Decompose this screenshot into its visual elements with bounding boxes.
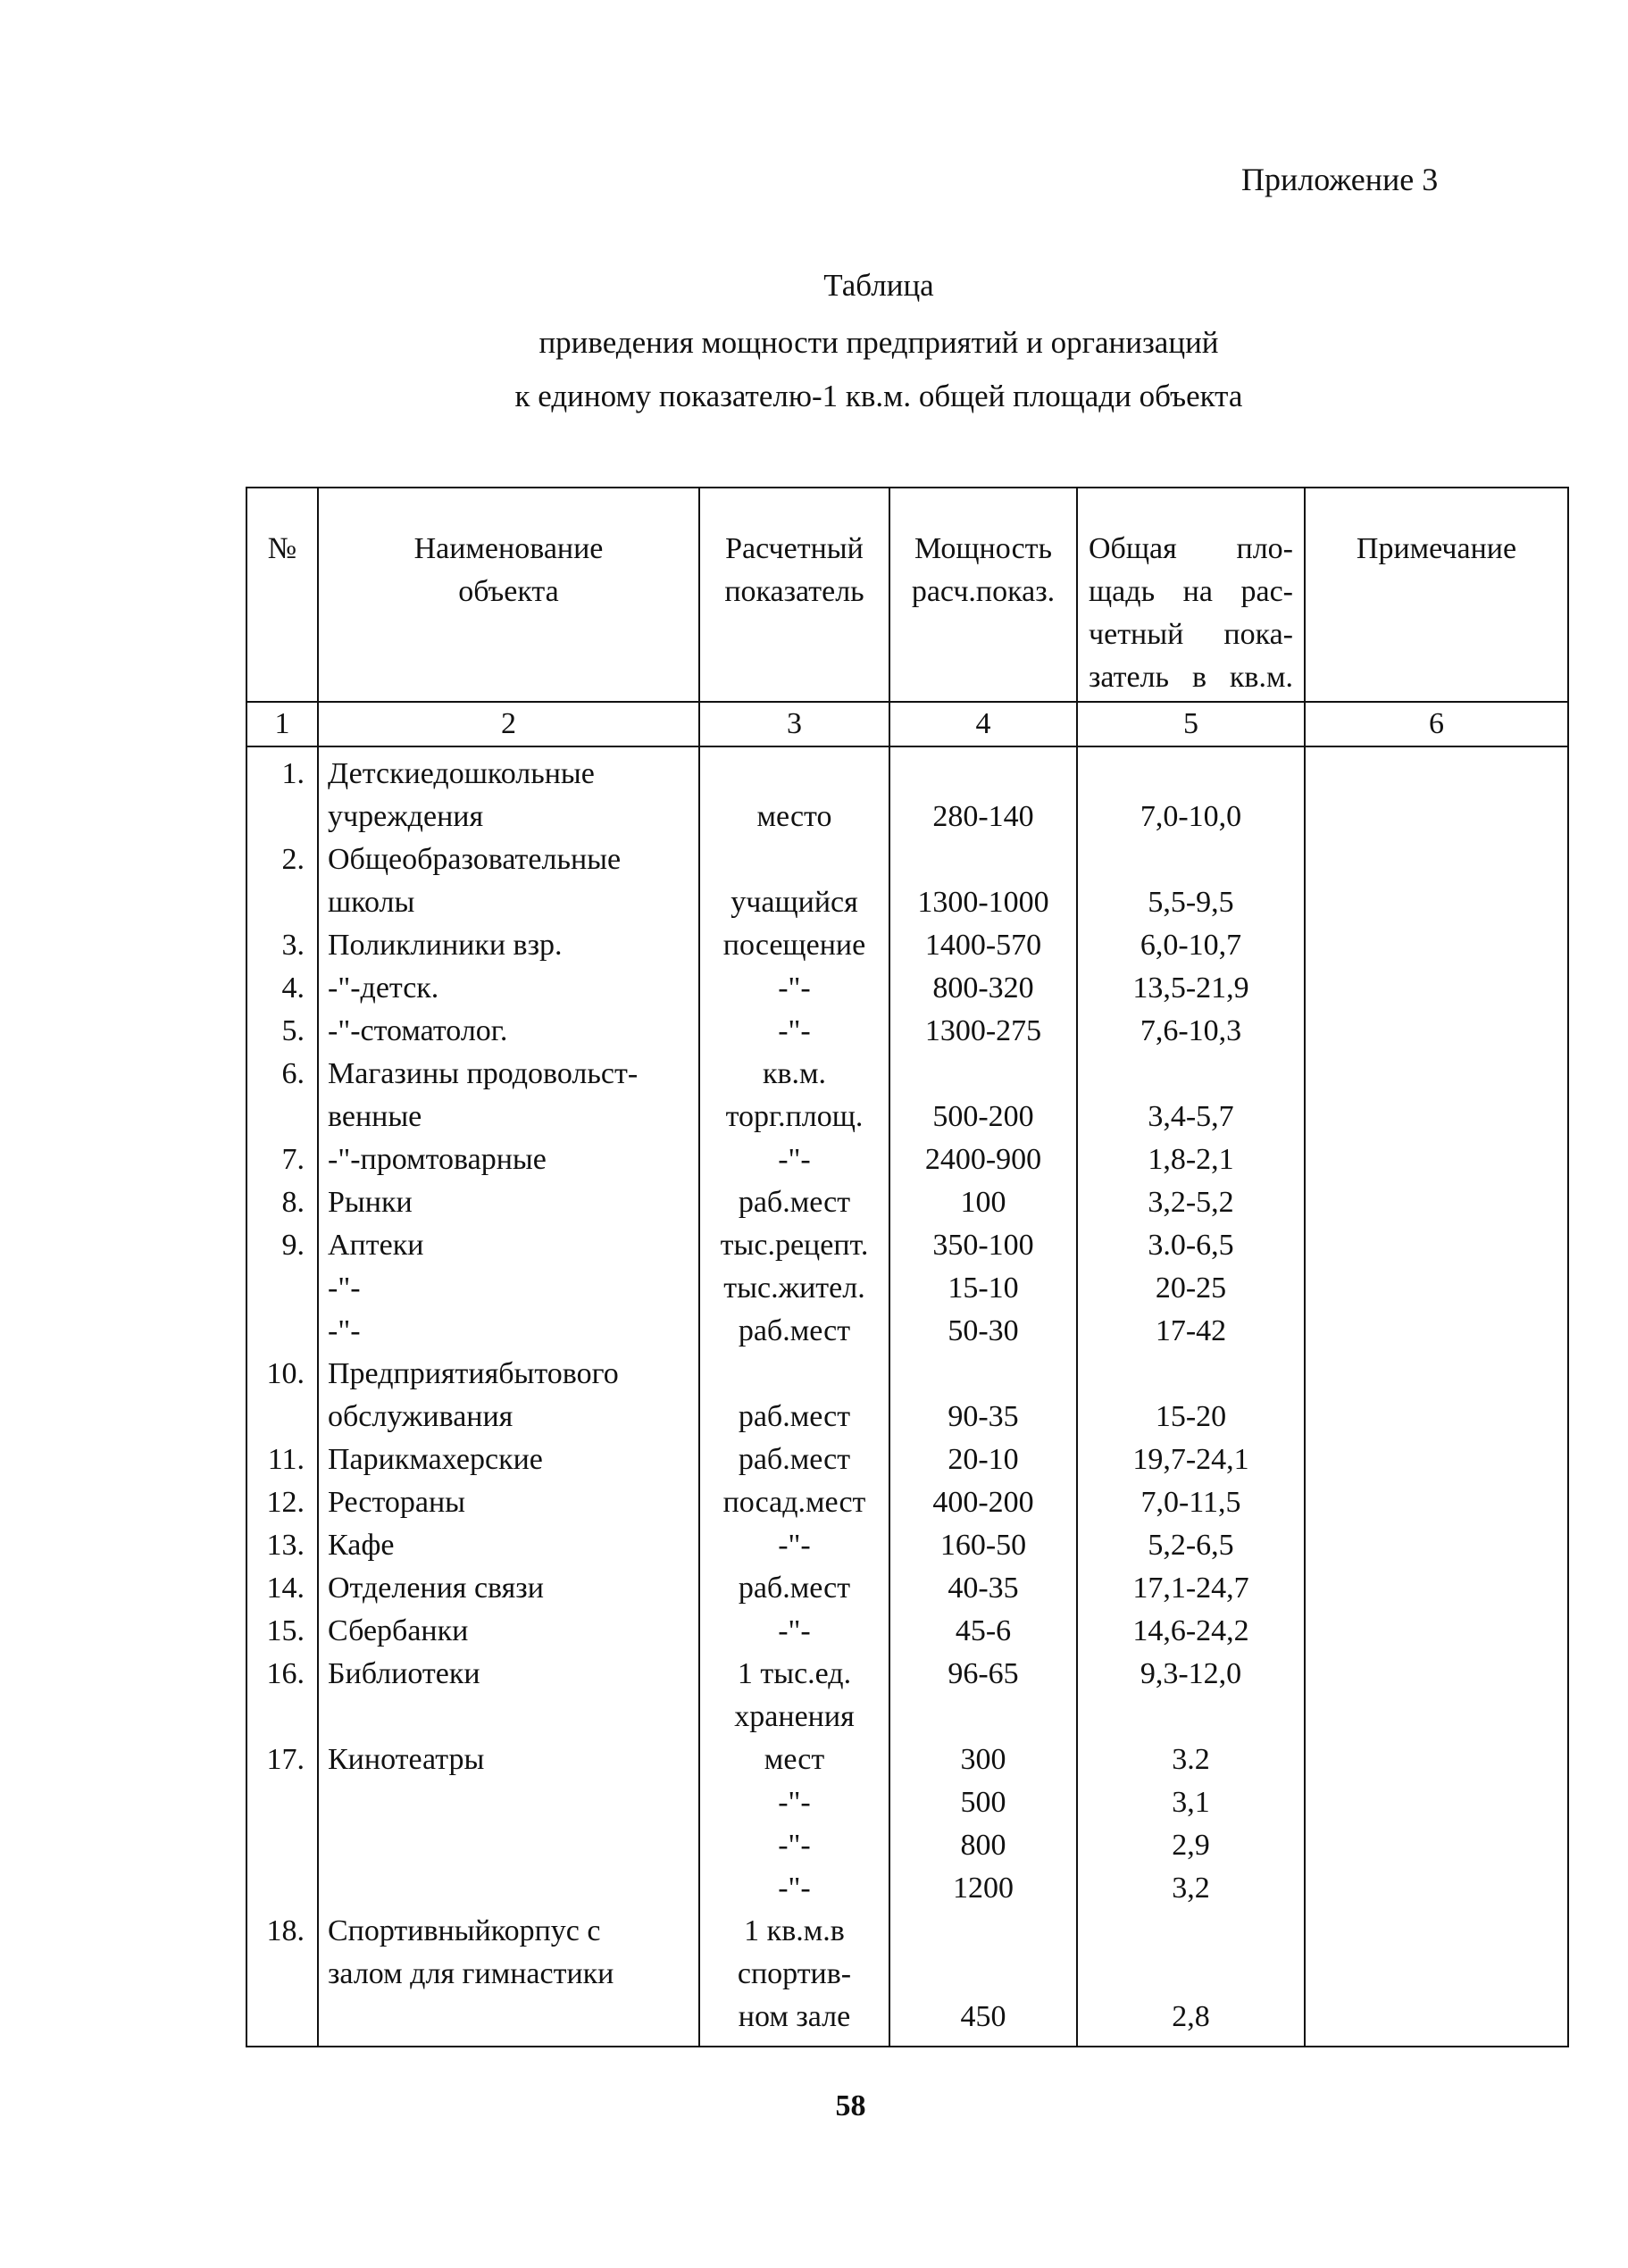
column-number: 3 bbox=[699, 702, 889, 746]
unit-cell: тыс.рецепт. bbox=[699, 1224, 889, 1267]
row-number: 1. bbox=[246, 746, 318, 838]
table-subtitle-line1: приведения мощности предприятий и организаций bbox=[538, 325, 1219, 360]
capacity-table bbox=[246, 487, 1569, 2047]
object-name: Рестораны bbox=[318, 1481, 699, 1524]
column-number: 2 bbox=[318, 702, 699, 746]
table-row bbox=[246, 1739, 1568, 1781]
header-capacity: Мощность расч.показ. bbox=[889, 488, 1077, 702]
area-cell: 7,6-10,3 bbox=[1077, 1010, 1305, 1053]
note-cell bbox=[1305, 1353, 1568, 1438]
row-number: 15. bbox=[246, 1610, 318, 1653]
object-name: Спортивныйкорпус с залом для гимнастики bbox=[318, 1910, 699, 2047]
capacity-cell: 100 bbox=[889, 1181, 1077, 1224]
object-name: -"- bbox=[318, 1267, 699, 1310]
row-number: 11. bbox=[246, 1438, 318, 1481]
unit-cell: 1 кв.м.в спортив- ном зале bbox=[699, 1910, 889, 2047]
area-cell: 3,1 bbox=[1077, 1781, 1305, 1824]
capacity-cell: 96-65 bbox=[889, 1653, 1077, 1739]
row-number: 6. bbox=[246, 1053, 318, 1138]
note-cell bbox=[1305, 1653, 1568, 1739]
table-row bbox=[246, 746, 1568, 838]
row-number: 2. bbox=[246, 838, 318, 924]
capacity-cell: 160-50 bbox=[889, 1524, 1077, 1567]
capacity-cell: 350-100 bbox=[889, 1224, 1077, 1267]
area-cell: 1,8-2,1 bbox=[1077, 1138, 1305, 1181]
capacity-cell: 500-200 bbox=[889, 1053, 1077, 1138]
unit-cell: -"- bbox=[699, 1824, 889, 1867]
area-cell: 2,9 bbox=[1077, 1824, 1305, 1867]
object-name: Предприятиябытового обслуживания bbox=[318, 1353, 699, 1438]
object-name: Отделения связи bbox=[318, 1567, 699, 1610]
table-row bbox=[246, 1138, 1568, 1181]
object-name: Общеобразовательные школы bbox=[318, 838, 699, 924]
table-row bbox=[246, 924, 1568, 967]
header-name: Наименование объекта bbox=[318, 488, 699, 702]
note-cell bbox=[1305, 1824, 1568, 1867]
area-cell: 3,2 bbox=[1077, 1867, 1305, 1910]
note-cell bbox=[1305, 1567, 1568, 1610]
capacity-cell: 450 bbox=[889, 1910, 1077, 2047]
capacity-cell: 45-6 bbox=[889, 1610, 1077, 1653]
unit-cell: -"- bbox=[699, 1010, 889, 1053]
object-name: -"-промтоварные bbox=[318, 1138, 699, 1181]
capacity-cell: 280-140 bbox=[889, 746, 1077, 838]
object-name: -"-стоматолог. bbox=[318, 1010, 699, 1053]
row-number: 17. bbox=[246, 1739, 318, 1781]
area-cell: 3,2-5,2 bbox=[1077, 1181, 1305, 1224]
area-cell: 17-42 bbox=[1077, 1310, 1305, 1353]
table-subtitle-line2: к единому показателю-1 кв.м. общей площади объекта bbox=[514, 379, 1243, 413]
note-cell bbox=[1305, 1053, 1568, 1138]
table-row bbox=[246, 1267, 1568, 1310]
note-cell bbox=[1305, 1181, 1568, 1224]
note-cell bbox=[1305, 838, 1568, 924]
capacity-cell: 15-10 bbox=[889, 1267, 1077, 1310]
header-area: Общая пло- щадь на рас- четный пока- затель в кв.м. bbox=[1077, 488, 1305, 702]
table-title: Таблица bbox=[823, 268, 934, 303]
area-cell: 9,3-12,0 bbox=[1077, 1653, 1305, 1739]
header-note: Примечание bbox=[1305, 488, 1568, 702]
object-name: Кинотеатры bbox=[318, 1739, 699, 1781]
table-row bbox=[246, 1181, 1568, 1224]
row-number: 13. bbox=[246, 1524, 318, 1567]
table-row bbox=[246, 1224, 1568, 1267]
row-number: 14. bbox=[246, 1567, 318, 1610]
header-unit: Расчетный показатель bbox=[699, 488, 889, 702]
object-name: -"-детск. bbox=[318, 967, 699, 1010]
capacity-cell: 1200 bbox=[889, 1867, 1077, 1910]
row-number bbox=[246, 1267, 318, 1310]
table-row bbox=[246, 838, 1568, 924]
area-cell: 20-25 bbox=[1077, 1267, 1305, 1310]
area-cell: 7,0-11,5 bbox=[1077, 1481, 1305, 1524]
row-number: 7. bbox=[246, 1138, 318, 1181]
object-name: Библиотеки bbox=[318, 1653, 699, 1739]
capacity-cell: 50-30 bbox=[889, 1310, 1077, 1353]
area-cell: 2,8 bbox=[1077, 1910, 1305, 2047]
unit-cell: -"- bbox=[699, 1867, 889, 1910]
note-cell bbox=[1305, 924, 1568, 967]
note-cell bbox=[1305, 1438, 1568, 1481]
note-cell bbox=[1305, 1910, 1568, 2047]
row-number bbox=[246, 1867, 318, 1910]
capacity-cell: 300 bbox=[889, 1739, 1077, 1781]
note-cell bbox=[1305, 1267, 1568, 1310]
note-cell bbox=[1305, 1224, 1568, 1267]
object-name: Аптеки bbox=[318, 1224, 699, 1267]
capacity-cell: 1300-1000 bbox=[889, 838, 1077, 924]
area-cell: 17,1-24,7 bbox=[1077, 1567, 1305, 1610]
capacity-cell: 20-10 bbox=[889, 1438, 1077, 1481]
object-name: Сбербанки bbox=[318, 1610, 699, 1653]
area-cell: 3,4-5,7 bbox=[1077, 1053, 1305, 1138]
area-cell: 5,2-6,5 bbox=[1077, 1524, 1305, 1567]
table-row bbox=[246, 1610, 1568, 1653]
capacity-cell: 500 bbox=[889, 1781, 1077, 1824]
unit-cell: -"- bbox=[699, 1610, 889, 1653]
unit-cell: тыс.жител. bbox=[699, 1267, 889, 1310]
table-row bbox=[246, 967, 1568, 1010]
column-numbers-row bbox=[246, 702, 1568, 746]
row-number: 8. bbox=[246, 1181, 318, 1224]
object-name: Парикмахерские bbox=[318, 1438, 699, 1481]
unit-cell: раб.мест bbox=[699, 1438, 889, 1481]
object-name bbox=[318, 1867, 699, 1910]
note-cell bbox=[1305, 1010, 1568, 1053]
object-name: Магазины продовольст- венные bbox=[318, 1053, 699, 1138]
row-number: 16. bbox=[246, 1653, 318, 1739]
table-row bbox=[246, 1567, 1568, 1610]
row-number bbox=[246, 1824, 318, 1867]
note-cell bbox=[1305, 1138, 1568, 1181]
table-row bbox=[246, 1353, 1568, 1438]
unit-cell: -"- bbox=[699, 1524, 889, 1567]
note-cell bbox=[1305, 1524, 1568, 1567]
area-cell: 14,6-24,2 bbox=[1077, 1610, 1305, 1653]
object-name: -"- bbox=[318, 1310, 699, 1353]
capacity-cell: 2400-900 bbox=[889, 1138, 1077, 1181]
capacity-cell: 800-320 bbox=[889, 967, 1077, 1010]
page-number: 58 bbox=[835, 2089, 866, 2122]
table-row bbox=[246, 1053, 1568, 1138]
area-cell: 3.0-6,5 bbox=[1077, 1224, 1305, 1267]
unit-cell: раб.мест bbox=[699, 1567, 889, 1610]
capacity-cell: 800 bbox=[889, 1824, 1077, 1867]
appendix-label: Приложение 3 bbox=[1241, 162, 1439, 197]
row-number: 3. bbox=[246, 924, 318, 967]
unit-cell: кв.м. торг.площ. bbox=[699, 1053, 889, 1138]
note-cell bbox=[1305, 746, 1568, 838]
area-cell: 13,5-21,9 bbox=[1077, 967, 1305, 1010]
note-cell bbox=[1305, 967, 1568, 1010]
row-number: 9. bbox=[246, 1224, 318, 1267]
object-name: Детскиедошкольные учреждения bbox=[318, 746, 699, 838]
table-row bbox=[246, 1524, 1568, 1567]
table-row bbox=[246, 1824, 1568, 1867]
area-cell: 19,7-24,1 bbox=[1077, 1438, 1305, 1481]
area-cell: 7,0-10,0 bbox=[1077, 746, 1305, 838]
table-row bbox=[246, 1867, 1568, 1910]
capacity-cell: 1300-275 bbox=[889, 1010, 1077, 1053]
table-row bbox=[246, 1781, 1568, 1824]
object-name: Кафе bbox=[318, 1524, 699, 1567]
unit-cell: учащийся bbox=[699, 838, 889, 924]
header-row bbox=[246, 488, 1568, 702]
column-number: 1 bbox=[246, 702, 318, 746]
unit-cell: раб.мест bbox=[699, 1310, 889, 1353]
area-cell: 6,0-10,7 bbox=[1077, 924, 1305, 967]
row-number: 4. bbox=[246, 967, 318, 1010]
capacity-cell: 90-35 bbox=[889, 1353, 1077, 1438]
object-name: Рынки bbox=[318, 1181, 699, 1224]
unit-cell: 1 тыс.ед. хранения bbox=[699, 1653, 889, 1739]
capacity-cell: 1400-570 bbox=[889, 924, 1077, 967]
capacity-cell: 400-200 bbox=[889, 1481, 1077, 1524]
note-cell bbox=[1305, 1310, 1568, 1353]
object-name: Поликлиники взр. bbox=[318, 924, 699, 967]
area-cell: 15-20 bbox=[1077, 1353, 1305, 1438]
row-number bbox=[246, 1781, 318, 1824]
unit-cell: раб.мест bbox=[699, 1353, 889, 1438]
row-number: 18. bbox=[246, 1910, 318, 2047]
row-number: 10. bbox=[246, 1353, 318, 1438]
column-number: 6 bbox=[1305, 702, 1568, 746]
note-cell bbox=[1305, 1610, 1568, 1653]
unit-cell: мест bbox=[699, 1739, 889, 1781]
row-number: 12. bbox=[246, 1481, 318, 1524]
object-name bbox=[318, 1781, 699, 1824]
object-name bbox=[318, 1824, 699, 1867]
table-row bbox=[246, 1481, 1568, 1524]
column-number: 5 bbox=[1077, 702, 1305, 746]
unit-cell: раб.мест bbox=[699, 1181, 889, 1224]
unit-cell: -"- bbox=[699, 1781, 889, 1824]
table-row bbox=[246, 1910, 1568, 2047]
header-no: № bbox=[246, 488, 318, 702]
note-cell bbox=[1305, 1867, 1568, 1910]
unit-cell: -"- bbox=[699, 1138, 889, 1181]
area-cell: 3.2 bbox=[1077, 1739, 1305, 1781]
unit-cell: -"- bbox=[699, 967, 889, 1010]
table-row bbox=[246, 1653, 1568, 1739]
unit-cell: место bbox=[699, 746, 889, 838]
table-row bbox=[246, 1010, 1568, 1053]
area-cell: 5,5-9,5 bbox=[1077, 838, 1305, 924]
capacity-cell: 40-35 bbox=[889, 1567, 1077, 1610]
note-cell bbox=[1305, 1481, 1568, 1524]
table-row bbox=[246, 1310, 1568, 1353]
note-cell bbox=[1305, 1739, 1568, 1781]
row-number: 5. bbox=[246, 1010, 318, 1053]
unit-cell: посещение bbox=[699, 924, 889, 967]
column-number: 4 bbox=[889, 702, 1077, 746]
row-number bbox=[246, 1310, 318, 1353]
unit-cell: посад.мест bbox=[699, 1481, 889, 1524]
table-row bbox=[246, 1438, 1568, 1481]
note-cell bbox=[1305, 1781, 1568, 1824]
